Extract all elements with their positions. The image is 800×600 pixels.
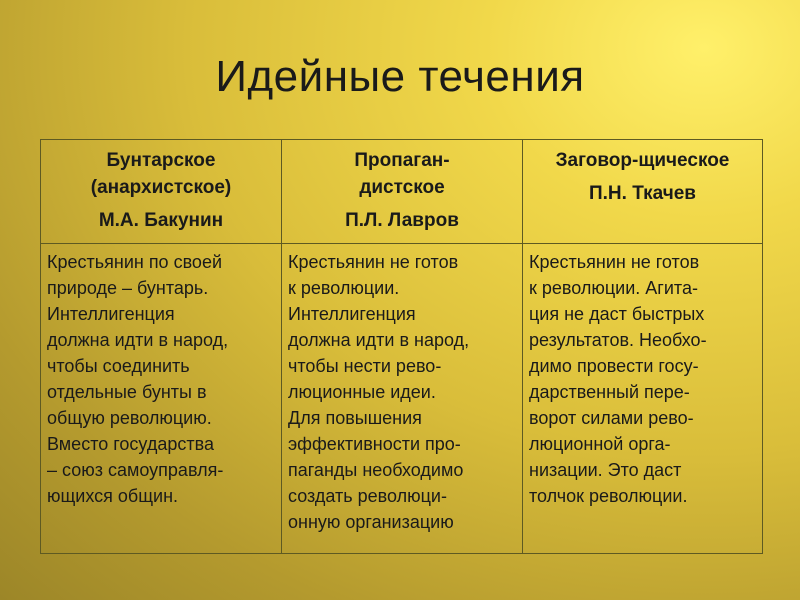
trend-description-conspiratorial: Крестьянин не готов к революции. Агита- ция не даст быстрых результатов. Необхо- димо провести госу- дарственный пере- ворот силами рево- люционной орга- низации. Это даст толчок революции. xyxy=(523,244,763,554)
column-header-conspiratorial xyxy=(523,140,763,244)
trend-leader: М.А. Бакунин xyxy=(98,210,224,231)
trend-name: Бунтарское (анархистское) xyxy=(90,150,232,198)
trend-description-rebel: Крестьянин по своей природе – бунтарь. Интеллигенция должна идти в народ, чтобы соединить отдельные бунты в общую революцию. Вместо государства – союз самоуправля- ющихся общин. xyxy=(41,244,282,554)
trend-description-propaganda: Крестьянин не готов к революции. Интеллигенция должна идти в народ, чтобы нести рево- люционные идеи. Для повышения эффективности про- паганды необходимо создать революци- онную организацию xyxy=(282,244,523,554)
column-header-propaganda xyxy=(282,140,523,244)
trend-leader: П.Л. Лавров xyxy=(345,210,459,231)
slide-title: Идейные течения xyxy=(215,52,585,101)
trend-name: Пропаган- дистское xyxy=(354,150,450,198)
trend-leader: П.Н. Ткачев xyxy=(589,183,696,204)
table-header-row xyxy=(41,140,763,244)
trend-name: Заговор-щическое xyxy=(555,150,730,171)
column-header-rebel xyxy=(41,140,282,244)
table-body-row xyxy=(41,244,763,554)
ideological-trends-table xyxy=(40,139,763,554)
